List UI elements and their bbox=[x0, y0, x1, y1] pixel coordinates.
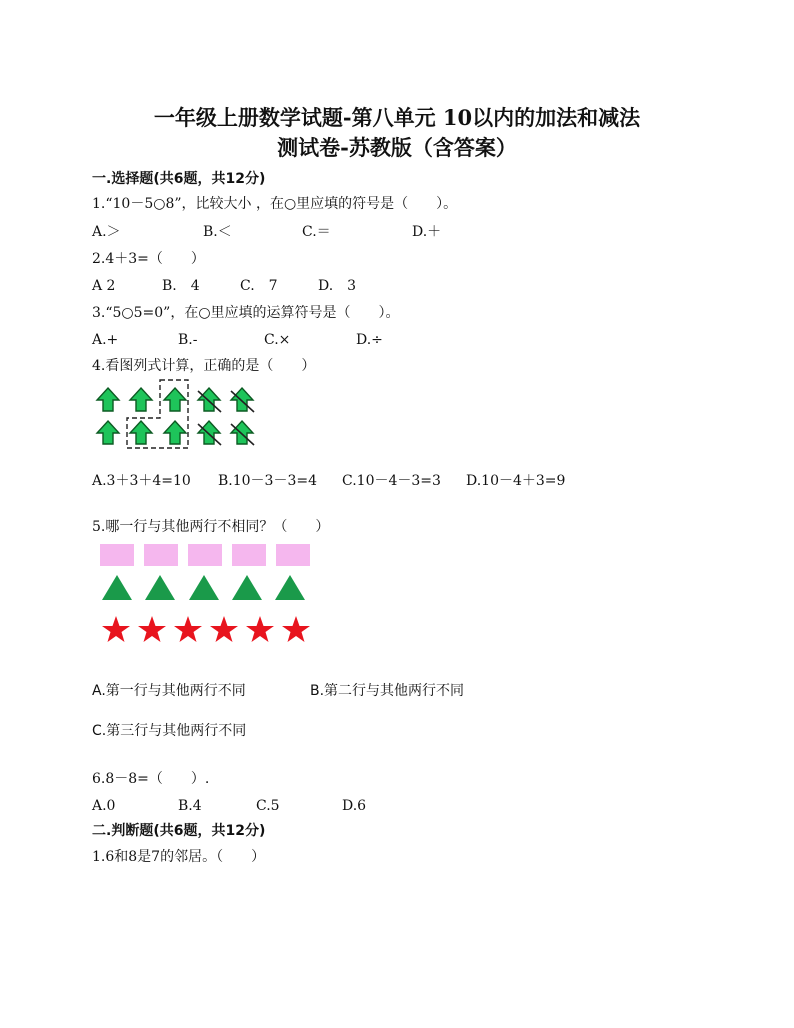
arrow-icon bbox=[130, 421, 152, 444]
q5-option-a[interactable]: A.第一行与其他两行不同 bbox=[92, 683, 246, 699]
q1-option-b[interactable]: B.＜ bbox=[203, 224, 232, 240]
q3-option-c[interactable]: C.× bbox=[264, 332, 291, 348]
q1-option-d[interactable]: D.＋ bbox=[412, 224, 442, 240]
arrow-icon bbox=[164, 421, 186, 444]
section1-heading: 一.选择题(共6题，共12分) bbox=[92, 171, 266, 187]
red-star bbox=[174, 616, 202, 642]
q4-option-d[interactable]: D.10－4＋3=9 bbox=[466, 473, 566, 489]
section2-heading: 二.判断题(共6题，共12分) bbox=[92, 823, 266, 839]
pink-square bbox=[144, 544, 178, 566]
red-star bbox=[210, 616, 238, 642]
triangle-row bbox=[102, 575, 305, 600]
q4-stem: 4.看图列式计算，正确的是（ ） bbox=[92, 358, 316, 374]
q4-option-a[interactable]: A.3＋3＋4=10 bbox=[92, 473, 191, 489]
pink-square bbox=[188, 544, 222, 566]
green-triangle bbox=[189, 575, 219, 600]
square-row bbox=[100, 544, 310, 566]
q2-option-c[interactable]: C. 7 bbox=[240, 278, 278, 294]
doc-title-line2: 测试卷-苏教版（含答案） bbox=[277, 135, 517, 160]
pink-square bbox=[100, 544, 134, 566]
red-star bbox=[102, 616, 130, 642]
green-triangle bbox=[145, 575, 175, 600]
q2-option-a[interactable]: A 2 bbox=[92, 278, 116, 294]
q6-option-b[interactable]: B.4 bbox=[178, 798, 202, 814]
q6-option-d[interactable]: D.6 bbox=[342, 798, 367, 814]
q3-option-a[interactable]: A.+ bbox=[92, 332, 119, 348]
q5-stem: 5.哪一行与其他两行不相同？（ ） bbox=[92, 519, 330, 535]
q1-stem: 1.“10－5○8”，比较大小 ，在○里应填的符号是（ ）。 bbox=[92, 196, 458, 212]
green-triangle bbox=[102, 575, 132, 600]
q3-option-d[interactable]: D.÷ bbox=[356, 332, 383, 348]
arrow-icon bbox=[130, 388, 152, 411]
arrow-row-1 bbox=[97, 388, 254, 412]
arrow-figure bbox=[92, 378, 262, 458]
red-star bbox=[282, 616, 310, 642]
shape-rows-figure bbox=[92, 540, 322, 655]
arrow-icon bbox=[97, 388, 119, 411]
red-star bbox=[138, 616, 166, 642]
arrow-icon bbox=[164, 388, 186, 411]
arrow-icon bbox=[97, 421, 119, 444]
q1-option-a[interactable]: A.＞ bbox=[92, 224, 121, 240]
j1-stem: 1.6和8是7的邻居。（ ） bbox=[92, 849, 266, 865]
green-triangle bbox=[275, 575, 305, 600]
red-star bbox=[246, 616, 274, 642]
green-triangle bbox=[232, 575, 262, 600]
q2-stem: 2.4＋3=（ ） bbox=[92, 251, 205, 267]
pink-square bbox=[232, 544, 266, 566]
pink-square bbox=[276, 544, 310, 566]
q5-option-c[interactable]: C.第三行与其他两行不同 bbox=[92, 723, 247, 739]
q6-stem: 6.8－8=（ ）. bbox=[92, 771, 210, 787]
star-row bbox=[102, 616, 310, 642]
doc-title-line1: 一年级上册数学试题-第八单元 10以内的加法和减法 bbox=[153, 105, 641, 130]
q5-option-b[interactable]: B.第二行与其他两行不同 bbox=[310, 683, 465, 699]
q1-option-c[interactable]: C.＝ bbox=[302, 224, 331, 240]
q4-option-b[interactable]: B.10－3－3=4 bbox=[218, 473, 318, 489]
q3-stem: 3.“5○5=0”，在○里应填的运算符号是（ ）。 bbox=[92, 305, 400, 321]
arrow-row-2 bbox=[97, 421, 254, 445]
q4-option-c[interactable]: C.10－4－3=3 bbox=[342, 473, 441, 489]
q6-option-c[interactable]: C.5 bbox=[256, 798, 280, 814]
q6-option-a[interactable]: A.0 bbox=[92, 798, 116, 814]
q3-option-b[interactable]: B.- bbox=[178, 332, 198, 348]
q2-option-d[interactable]: D. 3 bbox=[318, 278, 357, 294]
q2-option-b[interactable]: B. 4 bbox=[162, 278, 200, 294]
